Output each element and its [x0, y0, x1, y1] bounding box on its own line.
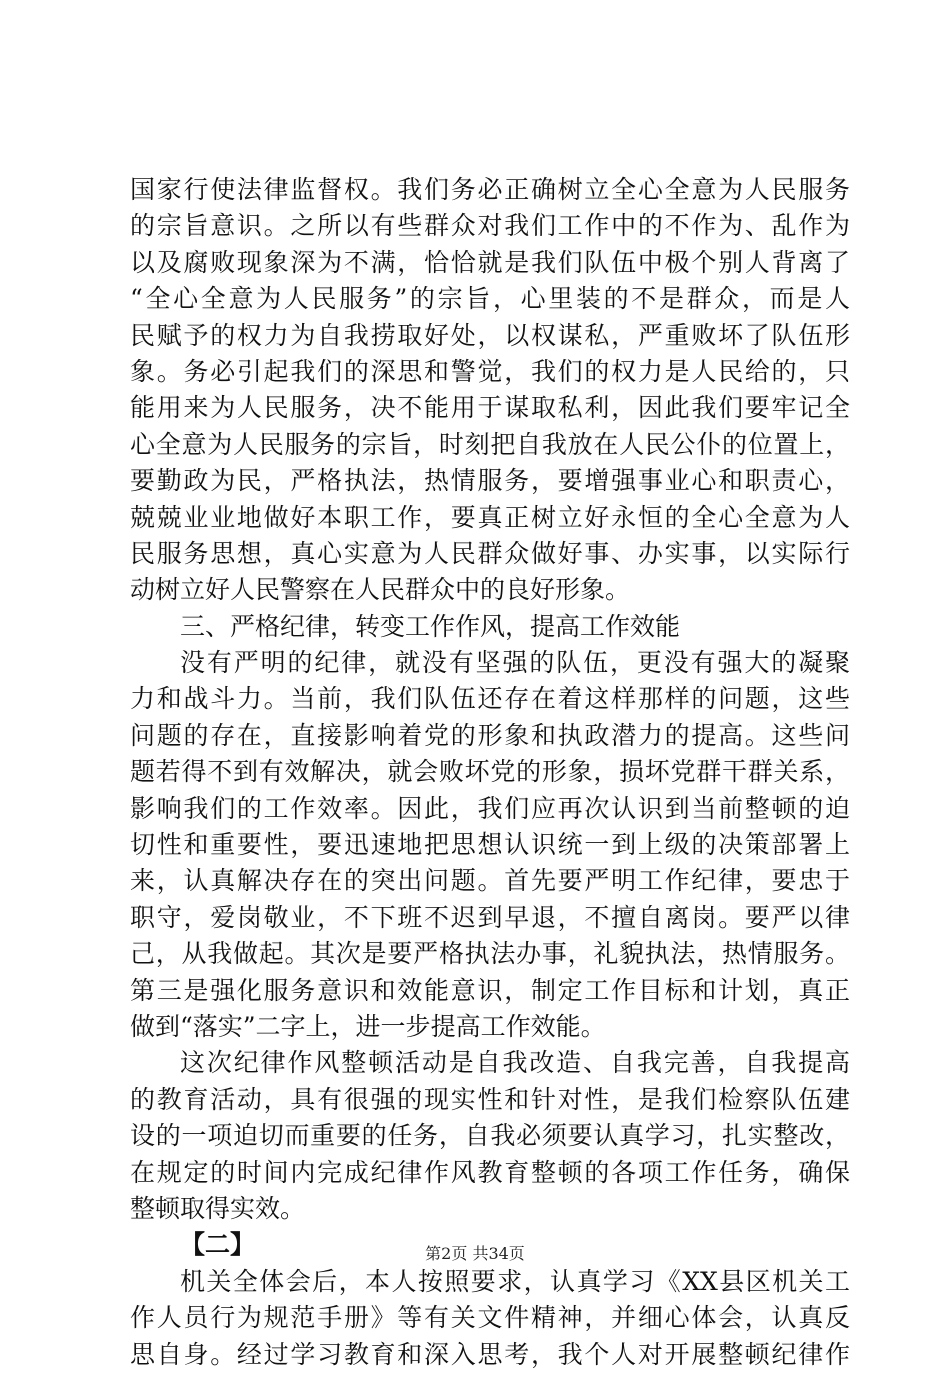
text-line: 的教育活动，具有很强的现实性和针对性，是我们检察队伍建 — [130, 1084, 850, 1114]
text-line: 切性和重要性，要迅速地把思想认识统一到上级的决策部署上 — [130, 830, 850, 860]
text-line: 设的一项迫切而重要的任务，自我必须要认真学习，扎实整改， — [130, 1121, 850, 1151]
text-line: 做到“落实”二字上，进一步提高工作效能。 — [130, 1011, 606, 1041]
text-line: 己，从我做起。其次是要严格执法办事，礼貌执法，热情服务。 — [130, 939, 850, 969]
text-line: 思自身。经过学习教育和深入思考，我个人对开展整顿纪律作 — [130, 1339, 850, 1369]
section-heading: 三、严格纪律，转变工作作风，提高工作效能 — [180, 611, 681, 641]
text-line: 心全意为人民服务的宗旨，时刻把自我放在人民公仆的位置上， — [130, 429, 850, 459]
text-line: 问题的存在，直接影响着党的形象和执政潜力的提高。这些问 — [130, 720, 850, 750]
text-line: 国家行使法律监督权。我们务必正确树立全心全意为人民服务 — [130, 175, 850, 204]
text-line: 民服务思想，真心实意为人民群众做好事、办实事，以实际行 — [130, 538, 850, 568]
text-line: “全心全意为人民服务”的宗旨，心里装的不是群众，而是人 — [130, 284, 850, 314]
text-line: 影响我们的工作效率。因此，我们应再次认识到当前整顿的迫 — [130, 793, 850, 823]
text-line: 题若得不到有效解决，就会败坏党的形象，损坏党群干群关系， — [130, 757, 850, 787]
text-line: 以及腐败现象深为不满，恰恰就是我们队伍中极个别人背离了 — [130, 247, 850, 277]
text-line: 能用来为人民服务，决不能用于谋取私利，因此我们要牢记全 — [130, 393, 850, 423]
text-line: 在规定的时间内完成纪律作风教育整顿的各项工作任务，确保 — [130, 1157, 850, 1187]
text-line: 兢兢业业地做好本职工作，要真正树立好永恒的全心全意为人 — [130, 502, 850, 532]
text-line: 这次纪律作风整顿活动是自我改造、自我完善，自我提高 — [180, 1048, 850, 1078]
text-line: 要勤政为民，严格执法，热情服务，要增强事业心和职责心， — [130, 466, 850, 496]
text-line: 职守，爱岗敬业，不下班不迟到早退，不擅自离岗。要严以律 — [130, 902, 850, 932]
page-number-footer: 第2页 共34页 — [425, 1244, 525, 1263]
text-line: 民赋予的权力为自我捞取好处，以权谋私，严重败坏了队伍形 — [130, 320, 850, 350]
text-line: 来，认真解决存在的突出问题。首先要严明工作纪律，要忠于 — [130, 866, 850, 896]
text-line: 第三是强化服务意识和效能意识，制定工作目标和计划，真正 — [130, 975, 850, 1005]
part-heading: 【二】 — [180, 1230, 256, 1260]
text-line: 没有严明的纪律，就没有坚强的队伍，更没有强大的凝聚 — [180, 648, 850, 678]
text-line: 象。务必引起我们的深思和警觉，我们的权力是人民给的，只 — [130, 356, 850, 386]
text-line: 整顿取得实效。 — [130, 1193, 306, 1223]
text-line: 动树立好人民警察在人民群众中的良好形象。 — [130, 575, 631, 605]
text-line: 力和战斗力。当前，我们队伍还存在着这样那样的问题，这些 — [130, 684, 850, 714]
text-line: 的宗旨意识。之所以有些群众对我们工作中的不作为、乱作为 — [130, 211, 850, 241]
text-line: 机关全体会后，本人按照要求，认真学习《XX县区机关工 — [180, 1266, 850, 1296]
body-text — [130, 172, 850, 1373]
text-line: 作人员行为规范手册》等有关文件精神，并细心体会，认真反 — [130, 1303, 850, 1333]
